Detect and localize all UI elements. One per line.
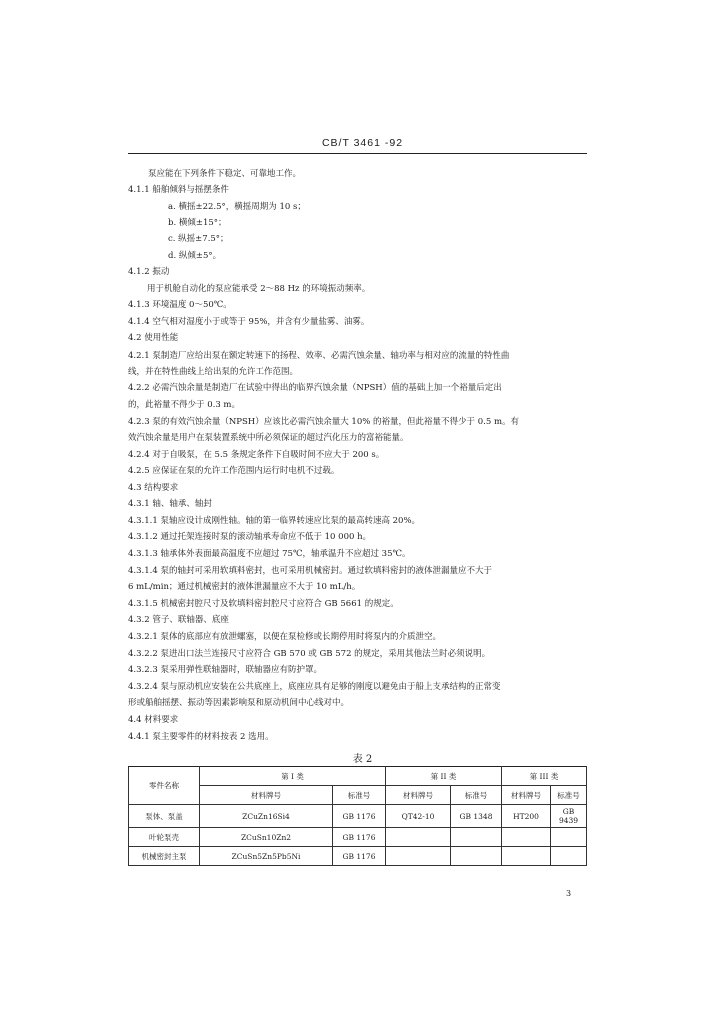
table-cell: GB 9439 [551,805,587,828]
table-cell: 叶轮泵壳 [129,828,200,847]
body-line: 4.2.2 必需汽蚀余量是制造厂在试验中得出的临界汽蚀余量（NPSH）值的基础上加一个裕量后定出 [128,383,502,393]
body-line: 4.3.2.2 泵进出口法兰连接尺寸应符合 GB 570 或 GB 572 的规定，采用其他法兰时必须说明。 [128,649,491,659]
table-cell [502,828,551,847]
body-line: 形或船舶摇摆、振动等因素影响泵和原动机间中心线对中。 [128,698,350,708]
body-line: 4.3.2 管子、联轴器、底座 [128,615,229,625]
body-line: 4.3.1 轴、轴承、轴封 [128,499,212,509]
body-line: 4.3.1.3 轴承体外表面最高温度不应超过 75℃，轴承温升不应超过 35℃。 [128,549,411,559]
table-row [129,828,587,847]
body-line: c. 纵摇±7.5°； [168,234,229,244]
table-header-class-1: 第 I 类 [200,767,386,786]
header-rule [128,153,587,154]
body-line: 4.3.2.3 泵采用弹性联轴器时，联轴器应有防护罩。 [128,665,322,675]
table-row [129,847,587,866]
page-number: 3 [566,889,572,898]
table-subheader: 标准号 [551,786,587,805]
table-cell: ZCuZn16Si4 [200,805,333,828]
table-cell: GB 1348 [451,805,502,828]
body-line: b. 横倾±15°； [168,218,227,228]
body-line: 4.3.1.2 通过托架连接时泵的滚动轴承寿命应不低于 10 000 h。 [128,532,372,542]
body-line: 4.2.4 对于自吸泵，在 5.5 条规定条件下自吸时间不应大于 200 s。 [128,450,385,460]
body-line: 4.1.1 船舶倾斜与摇摆条件 [128,185,229,195]
table-subheader: 材料牌号 [200,786,333,805]
standard-number-header: CB/T 3461 -92 [321,137,404,149]
body-line: 的，此裕量不得少于 0.3 m。 [128,400,240,410]
body-line: 4.3.1.5 机械密封腔尺寸及软填料密封腔尺寸应符合 GB 5661 的规定。 [128,599,399,609]
table-subheader: 材料牌号 [386,786,451,805]
table-row [129,805,587,828]
table-cell [386,847,451,866]
body-line: 4.2.5 应保证在泵的允许工作范围内运行时电机不过载。 [128,466,340,476]
body-line: 4.1.3 环境温度 0～50℃。 [128,300,232,310]
table-header-class-2: 第 II 类 [386,767,502,786]
table-cell: 泵体、泵盖 [129,805,200,828]
body-line: 4.2.3 泵的有效汽蚀余量（NPSH）应该比必需汽蚀余量大 10% 的裕量，但此裕量不得少于 0.5 m。有 [128,417,520,427]
body-line: 4.3.1.1 泵轴应设计成刚性轴。轴的第一临界转速应比泵的最高转速高 20%。 [128,516,421,526]
table-cell [551,847,587,866]
body-line: 4.4.1 泵主要零件的材料按表 2 选用。 [128,732,274,742]
table-subheader: 标准号 [333,786,386,805]
body-line: 4.3.2.1 泵体的底部应有放泄螺塞，以便在泵检修或长期停用时将泵内的介质泄空。 [128,632,441,642]
body-line: 4.2.1 泵制造厂应给出泵在额定转速下的扬程、效率、必需汽蚀余量、轴功率与相对应的流量的特性曲 [128,351,510,361]
table-cell: GB 1176 [333,828,386,847]
table-cell [551,828,587,847]
body-line: 用于机舱自动化的泵应能承受 2～88 Hz 的环境振动频率。 [147,284,371,294]
body-line: 6 mL/min；通过机械密封的液体泄漏量应不大于 10 mL/h。 [128,582,361,592]
table-title: 表 2 [352,754,373,765]
table-cell [451,847,502,866]
table-subheader: 标准号 [451,786,502,805]
materials-table [128,766,587,866]
body-line: a. 横摇±22.5°，横摇周期为 10 s； [168,202,306,212]
table-cell: GB 1176 [333,805,386,828]
body-line: 4.2 使用性能 [128,333,179,343]
table-cell: 机械密封主泵 [129,847,200,866]
body-line: 4.1.4 空气相对湿度小于或等于 95%，并含有少量盐雾、油雾。 [128,317,370,327]
body-line: 4.3.2.4 泵与原动机应安装在公共底座上，底座应具有足够的刚度以避免由于船上支承结构的正常变 [128,682,501,692]
table-cell [502,847,551,866]
body-line: d. 纵倾±5°。 [168,251,222,261]
body-line: 4.1.2 振动 [128,267,170,277]
body-line: 4.3 结构要求 [128,483,179,493]
table-header-class-3: 第 III 类 [502,767,587,786]
table-cell: HT200 [502,805,551,828]
body-line: 4.3.1.4 泵的轴封可采用软填料密封，也可采用机械密封。通过软填料密封的液体泄漏量应不大于 [128,566,492,576]
body-line: 效汽蚀余量是用户在泵装置系统中所必须保证的超过汽化压力的富裕能量。 [128,433,409,443]
table-header-part: 零件名称 [129,767,200,805]
body-line: 泵应能在下列条件下稳定、可靠地工作。 [148,169,302,179]
table-cell: GB 1176 [333,847,386,866]
table-cell: QT42-10 [386,805,451,828]
table-cell: ZCuSn10Zn2 [200,828,333,847]
body-line: 4.4 材料要求 [128,715,179,725]
table-subheader: 材料牌号 [502,786,551,805]
table-cell [451,828,502,847]
body-line: 线，并在特性曲线上给出泵的允许工作范围。 [128,367,299,377]
table-cell: ZCuSn5Zn5Pb5Ni [200,847,333,866]
table-cell [386,828,451,847]
